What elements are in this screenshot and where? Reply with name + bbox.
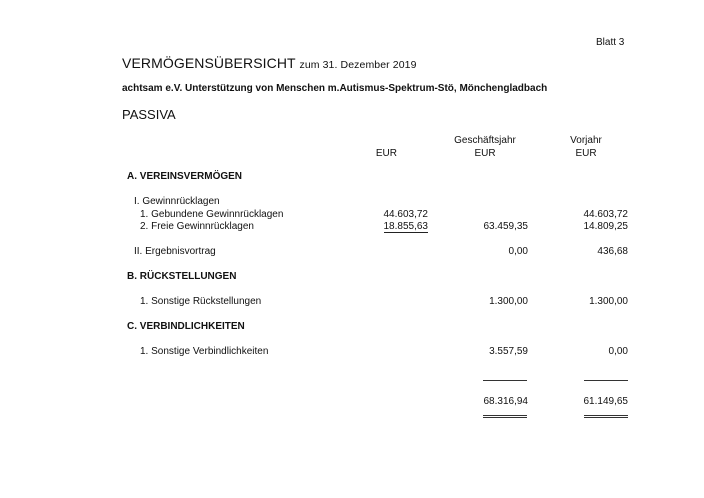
value-b-1-col3: 1.300,00 xyxy=(589,296,628,307)
label-a-i-2: 2. Freie Gewinnrücklagen xyxy=(140,221,254,232)
total-col2: 68.316,94 xyxy=(483,396,528,407)
total-double-rule-col2 xyxy=(483,415,527,418)
label-b-1: 1. Sonstige Rückstellungen xyxy=(140,296,262,307)
section-title: PASSIVA xyxy=(122,107,176,122)
label-a-ii: II. Ergebnisvortrag xyxy=(134,246,216,257)
value-a-ii-col3: 436,68 xyxy=(597,246,628,257)
title-main: VERMÖGENSÜBERSICHT xyxy=(122,55,296,71)
total-double-rule-col3 xyxy=(584,415,628,418)
col2-label: Geschäftsjahr xyxy=(454,135,516,146)
value-a-ii-col2: 0,00 xyxy=(508,246,528,257)
col2-currency: EUR xyxy=(474,148,496,159)
document-title xyxy=(122,55,417,71)
sheet-number: Blatt 3 xyxy=(596,37,625,48)
label-a-i-1: 1. Gebundene Gewinnrücklagen xyxy=(140,209,284,220)
value-a-i-1-col1: 44.603,72 xyxy=(383,209,428,220)
value-a-i-1-col3: 44.603,72 xyxy=(583,209,628,220)
heading-b: B. RÜCKSTELLUNGEN xyxy=(127,271,237,282)
heading-a: A. VEREINSVERMÖGEN xyxy=(127,171,243,182)
value-c-1-col2: 3.557,59 xyxy=(489,346,528,357)
value-a-i-2-col1 xyxy=(360,221,428,232)
value-a-i-2-col2: 63.459,35 xyxy=(483,221,528,232)
heading-c: C. VERBINDLICHKEITEN xyxy=(127,321,245,332)
total-rule-col3 xyxy=(584,380,628,381)
value-a-i-2-col1-text: 18.855,63 xyxy=(383,221,428,232)
label-c-1: 1. Sonstige Verbindlichkeiten xyxy=(140,346,269,357)
value-c-1-col3: 0,00 xyxy=(608,346,628,357)
col3-currency: EUR xyxy=(575,148,597,159)
organization-name: achtsam e.V. Unterstützung von Menschen m.Autismus-Spektrum-Stö, Mönchengladbach xyxy=(122,83,548,94)
title-date: zum 31. Dezember 2019 xyxy=(299,59,417,71)
col3-label: Vorjahr xyxy=(570,135,602,146)
value-a-i-2-col3: 14.809,25 xyxy=(583,221,628,232)
total-col3: 61.149,65 xyxy=(583,396,628,407)
total-rule-col2 xyxy=(483,380,527,381)
label-a-i: I. Gewinnrücklagen xyxy=(134,196,220,207)
col1-currency: EUR xyxy=(375,148,397,159)
value-b-1-col2: 1.300,00 xyxy=(489,296,528,307)
